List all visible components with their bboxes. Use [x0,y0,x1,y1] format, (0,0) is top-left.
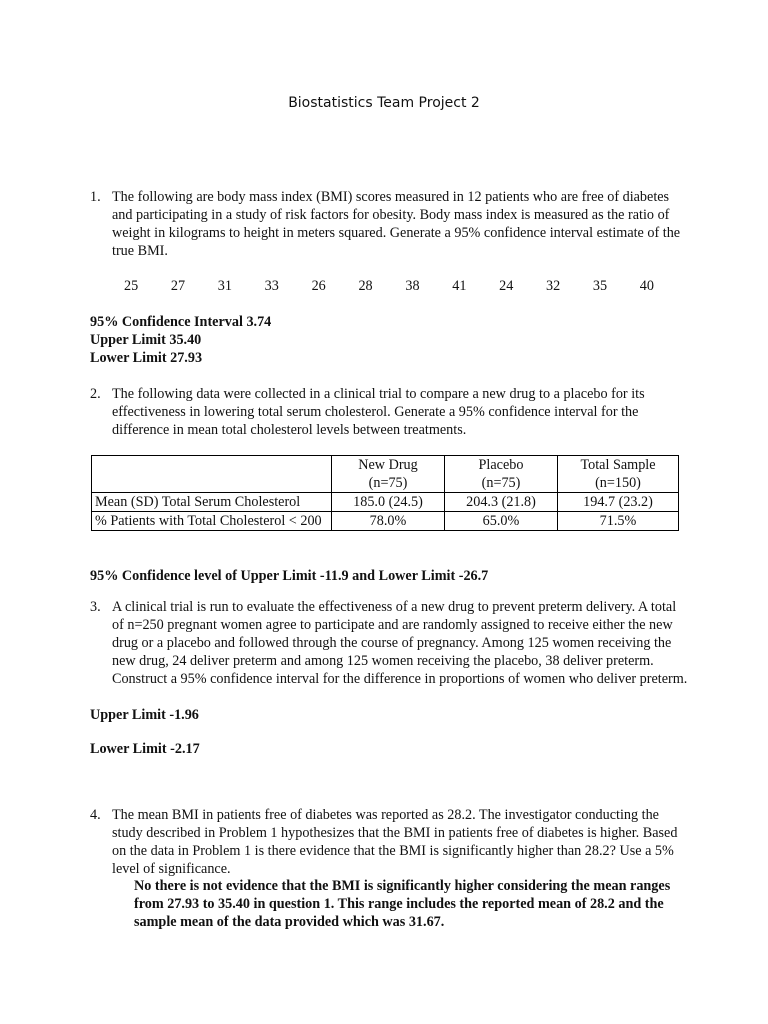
question-2-text: The following data were collected in a clinical trial to compare a new drug to a placebo for its effectiveness in lowering total serum cholesterol. Generate a 95% confidence interval for the difference in mean total cholesterol levels between treatments. [112,386,645,438]
table-cell: 194.7 (23.2) [558,493,679,512]
table-corner-cell [92,456,332,493]
table-cell: 185.0 (24.5) [332,493,445,512]
table-row-label: % Patients with Total Cholesterol < 200 [92,512,332,531]
question-3-number: 3. [90,599,101,615]
table-cell: 78.0% [332,512,445,531]
bmi-value: 41 [452,278,467,294]
question-1-answer [90,313,271,367]
confidence-interval: 95% Confidence Interval 3.74 [90,314,272,330]
table-cell: 71.5% [558,512,679,531]
lower-limit: Lower Limit 27.93 [90,350,203,366]
bmi-value: 40 [639,278,654,294]
question-4 [90,806,690,878]
table-header-total: Total Sample (n=150) [558,456,679,493]
bmi-value: 27 [170,278,186,294]
question-4-answer: No there is not evidence that the BMI is significantly higher considering the mean ranges from 27.93 to 35.40 in question 1. This range includes the reported mean of 28.2 and the sample mean of the data provided which was 31.67. [134,878,671,930]
bmi-value: 32 [546,278,561,294]
bmi-value: 25 [124,278,139,294]
bmi-value: 26 [311,278,326,294]
question-3-lower-limit: Lower Limit -2.17 [90,741,200,757]
question-1-number: 1. [90,189,101,205]
question-3-upper-limit: Upper Limit -1.96 [90,707,199,723]
bmi-value: 28 [358,278,373,294]
bmi-values-row [124,277,654,295]
question-1-text: The following are body mass index (BMI) scores measured in 12 patients who are free of diabetes and participating in a study of risk factors for obesity. Body mass index is measured as the ratio of weight in kilograms to height in meters squared. Generate a 95% confidence interval estimate of the true BMI. [112,189,681,259]
question-3 [90,598,690,688]
table-row [92,493,679,512]
bmi-value: 35 [592,278,608,294]
question-2 [90,385,690,439]
upper-limit: Upper Limit 35.40 [90,332,202,348]
cholesterol-table [91,455,679,531]
bmi-value: 38 [405,278,420,294]
question-2-answer: 95% Confidence level of Upper Limit -11.9 and Lower Limit -26.7 [90,568,489,584]
table-cell: 204.3 (21.8) [445,493,558,512]
table-header-row [92,456,679,493]
question-4-number: 4. [90,807,101,823]
table-header-placebo: Placebo (n=75) [445,456,558,493]
table-row-label: Mean (SD) Total Serum Cholesterol [92,493,332,512]
bmi-value: 31 [217,278,232,294]
page-title: Biostatistics Team Project 2 [288,95,480,111]
question-4-text: The mean BMI in patients free of diabetes was reported as 28.2. The investigator conducting the study described in Problem 1 hypothesizes that the BMI in patients free of diabetes is higher. Based on the data in Problem 1 is there evidence that the BMI is significantly higher than 28.2? Use a 5% level of significance. [112,807,678,877]
question-3-text: A clinical trial is run to evaluate the effectiveness of a new drug to prevent preterm delivery. A total of n=250 pregnant women agree to participate and are randomly assigned to receive either the new drug or a placebo and followed through the course of pregnancy. Among 125 women receiving the new drug, 24 deliver preterm and among 125 women receiving the placebo, 38 deliver preterm. Construct a 95% confidence interval for the difference in proportions of women who deliver preterm. [112,599,688,687]
bmi-value: 33 [264,278,279,294]
table-cell: 65.0% [445,512,558,531]
question-1 [90,188,690,260]
table-header-new-drug: New Drug (n=75) [332,456,445,493]
table-row [92,512,679,531]
question-2-number: 2. [90,386,101,402]
bmi-value: 24 [499,278,514,294]
